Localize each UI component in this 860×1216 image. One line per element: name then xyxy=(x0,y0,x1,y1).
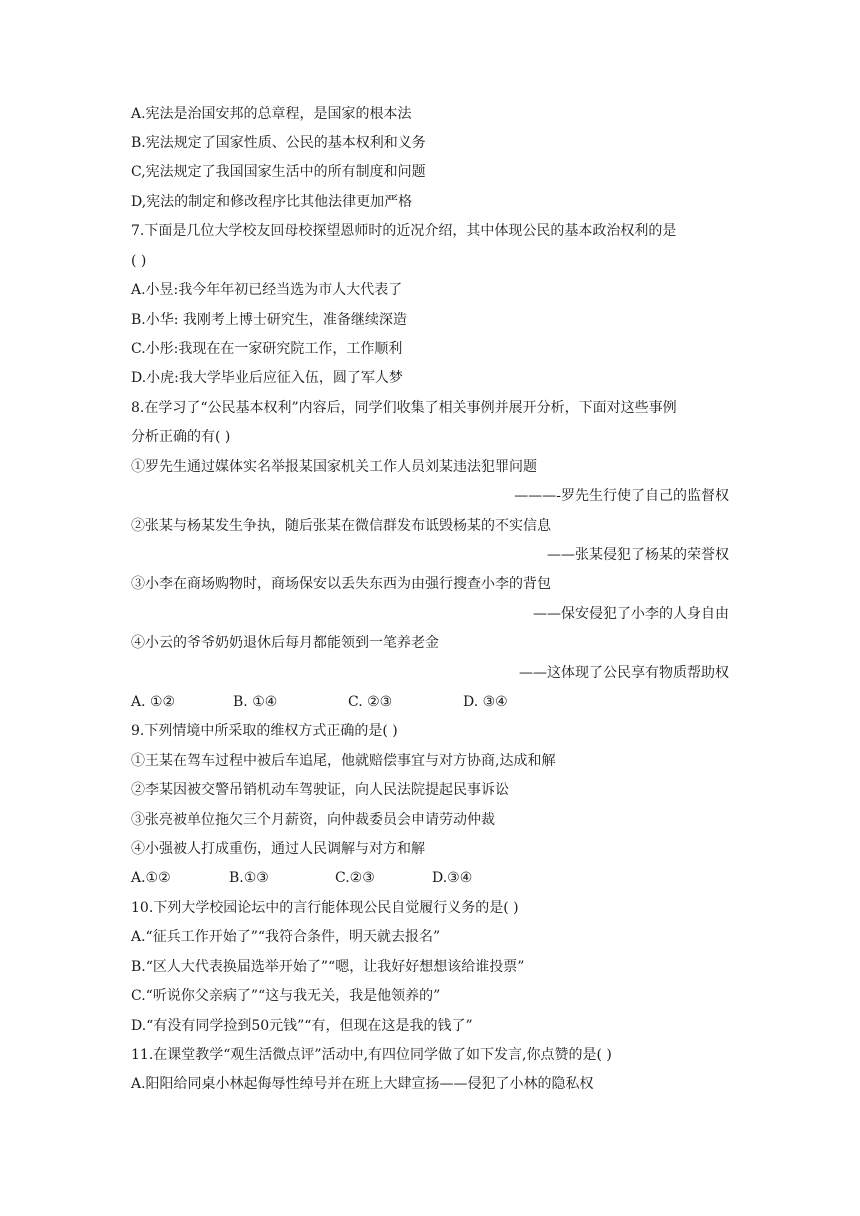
q7-option-c: C.小彤:我现在在一家研究院工作，工作顺利 xyxy=(131,341,403,357)
q6-option-c: C,宪法规定了我国国家生活中的所有制度和问题 xyxy=(131,164,426,180)
q8-stem: 8.在学习了“公民基本权利”内容后，同学们收集了相关事例并展开分析，下面对这些事例 xyxy=(131,400,677,416)
q7-stem-bracket: ( ) xyxy=(131,253,147,269)
q10-option-d: D.“有没有同学捡到50元钱”“有，但现在这是我的钱了” xyxy=(131,1018,473,1034)
q9-options xyxy=(131,868,472,888)
q8-item-2-comment: ——张某侵犯了杨某的荣誉权 xyxy=(547,547,729,563)
q8-item-4: ④小云的爷爷奶奶退休后每月都能领到一笔养老金 xyxy=(131,635,439,651)
q6-option-d: D,宪法的制定和修改程序比其他法律更加严格 xyxy=(131,194,413,210)
q8-option-b: B. ①④ xyxy=(233,694,278,710)
q10-stem: 10.下列大学校园论坛中的言行能体现公民自觉履行义务的是( ) xyxy=(131,900,519,916)
q8-item-1: ①罗先生通过媒体实名举报某国家机关工作人员刘某违法犯罪问题 xyxy=(131,459,537,475)
q8-option-a: A. ①② xyxy=(131,694,176,710)
q10-option-c: C.“听说你父亲病了”“这与我无关，我是他领养的” xyxy=(131,988,441,1004)
q8-stem-cont: 分析正确的有( ) xyxy=(131,429,231,445)
q6-option-a: A.宪法是治国安邦的总章程，是国家的根本法 xyxy=(131,106,412,122)
q7-stem: 7.下面是几位大学校友回母校探望恩师时的近况介绍，其中体现公民的基本政治权利的是 xyxy=(131,223,677,239)
q9-item-3: ③张亮被单位拖欠三个月薪资，向仲裁委员会申请劳动仲裁 xyxy=(131,812,495,828)
q7-option-a: A.小昱:我今年年初已经当选为市人大代表了 xyxy=(131,282,403,298)
q8-item-2: ②张某与杨某发生争执，随后张某在微信群发布诋毁杨某的不实信息 xyxy=(131,518,551,534)
q9-item-4: ④小强被人打成重伤，通过人民调解与对方和解 xyxy=(131,841,425,857)
q9-item-2: ②李某因被交警吊销机动车驾驶证，向人民法院提起民事诉讼 xyxy=(131,782,509,798)
q11-stem: 11.在课堂教学“观生活微点评”活动中,有四位同学做了如下发言,你点赞的是( ) xyxy=(131,1047,612,1063)
q8-options xyxy=(131,692,508,712)
q8-item-3-comment: ——保安侵犯了小李的人身自由 xyxy=(533,606,729,622)
q8-option-c: C. ②③ xyxy=(348,694,393,710)
q9-option-b: B.①③ xyxy=(229,870,269,886)
q10-option-b: B.“区人大代表换届选举开始了”“嗯，让我好好想想该给谁投票” xyxy=(131,959,525,975)
q8-option-d: D. ③④ xyxy=(463,694,508,710)
q8-item-1-comment: ———-罗先生行使了自己的监督权 xyxy=(514,488,729,504)
q7-option-b: B.小华: 我刚考上博士研究生，准备继续深造 xyxy=(131,312,407,328)
q8-item-3: ③小李在商场购物时，商场保安以丢失东西为由强行搜查小李的背包 xyxy=(131,576,551,592)
q11-option-a: A.阳阳给同桌小林起侮辱性绰号并在班上大肆宣扬——侵犯了小林的隐私权 xyxy=(131,1076,594,1092)
q7-option-d: D.小虎:我大学毕业后应征入伍，圆了军人梦 xyxy=(131,370,403,386)
q9-item-1: ①王某在驾车过程中被后车追尾，他就赔偿事宜与对方协商,达成和解 xyxy=(131,753,556,769)
q9-option-a: A.①② xyxy=(131,870,171,886)
q6-option-b: B.宪法规定了国家性质、公民的基本权利和义务 xyxy=(131,135,426,151)
q9-option-c: C.②③ xyxy=(335,870,375,886)
q9-option-d: D.③④ xyxy=(432,870,473,886)
q10-option-a: A.“征兵工作开始了”“我符合条件，明天就去报名” xyxy=(131,929,441,945)
q9-stem: 9.下列情境中所采取的维权方式正确的是( ) xyxy=(131,723,398,739)
q8-item-4-comment: ——这体现了公民享有物质帮助权 xyxy=(519,665,729,681)
